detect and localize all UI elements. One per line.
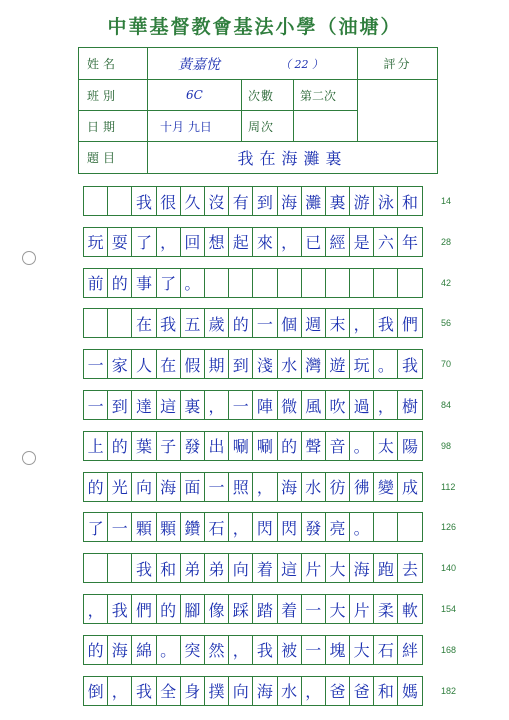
grid-square: 發 — [301, 512, 326, 542]
grid-square: 片 — [301, 553, 326, 583]
grid-square: 彷 — [325, 472, 350, 502]
grid-square: ， — [252, 472, 277, 502]
grid-square: 有 — [228, 186, 253, 216]
grid-square: 假 — [180, 349, 205, 379]
grid-square: 海 — [349, 553, 374, 583]
class-cell — [147, 79, 242, 111]
grid-square: ， — [83, 594, 108, 624]
writing-row — [83, 472, 422, 502]
grid-square: 裏 — [325, 186, 350, 216]
grid-square: 週 — [301, 308, 326, 338]
writing-row — [83, 431, 422, 461]
grid-square: 我 — [131, 186, 156, 216]
grid-square: 我 — [131, 553, 156, 583]
writing-row — [83, 594, 422, 624]
grid-square: 事 — [131, 268, 156, 298]
grid-square: 撲 — [204, 676, 229, 706]
grid-square: 很 — [156, 186, 181, 216]
grid-square: 顆 — [156, 512, 181, 542]
grid-square: 身 — [180, 676, 205, 706]
grid-square: 末 — [325, 308, 350, 338]
grid-square: 游 — [349, 186, 374, 216]
grid-square: 弟 — [180, 553, 205, 583]
weekday-label: 周次 — [241, 110, 294, 142]
grid-square: 年 — [397, 227, 422, 257]
grid-square: 向 — [228, 676, 253, 706]
grid-square: 和 — [397, 186, 422, 216]
grid-square: 的 — [107, 268, 132, 298]
times-label: 次數 — [241, 79, 294, 111]
grid-square: 過 — [349, 390, 374, 420]
grid-square — [83, 308, 108, 338]
name-cell — [147, 47, 358, 80]
grid-square — [83, 186, 108, 216]
grid-square — [397, 512, 422, 542]
grid-square: 六 — [373, 227, 398, 257]
grid-square: 倒 — [83, 676, 108, 706]
grid-square: 一 — [228, 390, 253, 420]
grid-square: 期 — [204, 349, 229, 379]
grid-square — [252, 268, 277, 298]
grid-square: 吹 — [325, 390, 350, 420]
date-cell — [147, 110, 242, 142]
grid-square: 歲 — [204, 308, 229, 338]
grid-square: 一 — [83, 390, 108, 420]
grid-square: 的 — [277, 431, 302, 461]
weekday-value — [293, 110, 358, 142]
grid-square: 這 — [156, 390, 181, 420]
grid-square: 起 — [228, 227, 253, 257]
grid-square: 然 — [204, 635, 229, 665]
grid-square — [325, 268, 350, 298]
score-label: 評分 — [357, 47, 438, 80]
grid-square: 全 — [156, 676, 181, 706]
grid-square: 經 — [325, 227, 350, 257]
grid-square: 淺 — [252, 349, 277, 379]
grid-square: 照 — [228, 472, 253, 502]
grid-square: 灘 — [301, 186, 326, 216]
grid-square: 前 — [83, 268, 108, 298]
grid-square: 裏 — [180, 390, 205, 420]
grid-square — [397, 268, 422, 298]
grid-square: 腳 — [180, 594, 205, 624]
grid-square: 水 — [277, 349, 302, 379]
grid-square: 水 — [301, 472, 326, 502]
grid-square: 突 — [180, 635, 205, 665]
grid-square: 灣 — [301, 349, 326, 379]
grid-square: 變 — [373, 472, 398, 502]
grid-square — [373, 268, 398, 298]
grid-square: ， — [107, 676, 132, 706]
grid-square — [349, 268, 374, 298]
grid-square: 去 — [397, 553, 422, 583]
grid-square: 葉 — [131, 431, 156, 461]
grid-square: 風 — [301, 390, 326, 420]
grid-square: 沒 — [204, 186, 229, 216]
grid-square: 微 — [277, 390, 302, 420]
grid-square — [277, 268, 302, 298]
grid-square: 音 — [325, 431, 350, 461]
grid-square — [204, 268, 229, 298]
grid-square: 發 — [180, 431, 205, 461]
grid-square: 海 — [277, 472, 302, 502]
grid-square: 。 — [349, 512, 374, 542]
character-count: 126 — [441, 522, 457, 533]
grid-square: 來 — [252, 227, 277, 257]
grid-square: 向 — [131, 472, 156, 502]
writing-row — [83, 676, 422, 706]
grid-square: 一 — [252, 308, 277, 338]
date-label: 日期 — [78, 110, 148, 142]
grid-square: 想 — [204, 227, 229, 257]
grid-square: 。 — [349, 431, 374, 461]
topic-value: 我在海灘裏 — [237, 149, 348, 168]
grid-square: 五 — [180, 308, 205, 338]
grid-square: 太 — [373, 431, 398, 461]
grid-square: 一 — [204, 472, 229, 502]
grid-square: 大 — [325, 594, 350, 624]
grid-square: 了 — [156, 268, 181, 298]
binder-hole — [22, 251, 36, 265]
grid-square: ， — [156, 227, 181, 257]
grid-square: 和 — [156, 553, 181, 583]
grid-square: 個 — [277, 308, 302, 338]
date-value: 十月 九日 — [160, 119, 212, 134]
character-count: 182 — [441, 685, 457, 696]
grid-square — [83, 553, 108, 583]
grid-square: 着 — [252, 553, 277, 583]
grid-square: 我 — [131, 676, 156, 706]
character-count: 84 — [441, 400, 452, 410]
grid-square: 了 — [83, 512, 108, 542]
writing-row — [83, 635, 422, 665]
grid-square: 陣 — [252, 390, 277, 420]
grid-square: 遊 — [325, 349, 350, 379]
grid-square: 樹 — [397, 390, 422, 420]
character-count: 140 — [441, 563, 457, 574]
grid-square: 人 — [131, 349, 156, 379]
grid-square — [107, 308, 132, 338]
grid-square: 我 — [107, 594, 132, 624]
writing-row — [83, 227, 422, 257]
grid-square: 柔 — [373, 594, 398, 624]
grid-square: 爸 — [349, 676, 374, 706]
class-label: 班別 — [78, 79, 148, 111]
grid-square: ， — [204, 390, 229, 420]
grid-square: 踩 — [228, 594, 253, 624]
topic-label: 題目 — [78, 141, 148, 174]
grid-square: ， — [373, 390, 398, 420]
grid-square: 到 — [107, 390, 132, 420]
grid-square: 成 — [397, 472, 422, 502]
grid-square: 陽 — [397, 431, 422, 461]
grid-square: 們 — [397, 308, 422, 338]
grid-square: 我 — [397, 349, 422, 379]
character-count: 112 — [441, 481, 456, 492]
grid-square: 一 — [301, 594, 326, 624]
writing-row — [83, 390, 422, 420]
character-count: 28 — [441, 236, 452, 247]
grid-square: 絆 — [397, 635, 422, 665]
grid-square: 一 — [301, 635, 326, 665]
page-title: 中華基督教會基法小學（油塘） — [107, 16, 402, 38]
grid-square: 大 — [325, 553, 350, 583]
grid-square: 到 — [228, 349, 253, 379]
grid-square: 的 — [228, 308, 253, 338]
character-count: 56 — [441, 318, 452, 329]
grid-square: 海 — [277, 186, 302, 216]
grid-square: ， — [277, 227, 302, 257]
grid-square: 耍 — [107, 227, 132, 257]
grid-square: 彿 — [349, 472, 374, 502]
info-table — [78, 47, 438, 177]
grid-square: 泳 — [373, 186, 398, 216]
grid-square: 海 — [107, 635, 132, 665]
grid-square: 面 — [180, 472, 205, 502]
student-number: （ 22 ） — [280, 57, 323, 71]
grid-square — [373, 512, 398, 542]
times-value: 第二次 — [293, 79, 358, 111]
grid-square: 的 — [83, 635, 108, 665]
grid-square: 軟 — [397, 594, 422, 624]
grid-square: 。 — [156, 635, 181, 665]
grid-square: 達 — [131, 390, 156, 420]
writing-row — [83, 512, 422, 542]
grid-square: ， — [228, 635, 253, 665]
grid-square: 聲 — [301, 431, 326, 461]
grid-square: 一 — [107, 512, 132, 542]
writing-row — [83, 268, 422, 298]
grid-square: 爸 — [325, 676, 350, 706]
character-count: 14 — [441, 196, 452, 206]
grid-square: 到 — [252, 186, 277, 216]
grid-square: 了 — [131, 227, 156, 257]
score-box — [357, 79, 438, 142]
grid-square: 出 — [204, 431, 229, 461]
grid-square: 鑽 — [180, 512, 205, 542]
grid-square: 片 — [349, 594, 374, 624]
grid-square: 的 — [156, 594, 181, 624]
grid-square: 着 — [277, 594, 302, 624]
grid-square: 是 — [349, 227, 374, 257]
grid-square: 媽 — [397, 676, 422, 706]
grid-square: 已 — [301, 227, 326, 257]
grid-square: 弟 — [204, 553, 229, 583]
grid-square — [107, 186, 132, 216]
writing-row — [83, 553, 422, 583]
grid-square: 跑 — [373, 553, 398, 583]
grid-square: 玩 — [83, 227, 108, 257]
grid-square: 這 — [277, 553, 302, 583]
character-count: 42 — [441, 277, 452, 288]
grid-square: 光 — [107, 472, 132, 502]
grid-square: 家 — [107, 349, 132, 379]
grid-square — [228, 268, 253, 298]
grid-square: 被 — [277, 635, 302, 665]
grid-square: 回 — [180, 227, 205, 257]
grid-square: 的 — [107, 431, 132, 461]
grid-square: ， — [349, 308, 374, 338]
grid-square: 在 — [156, 349, 181, 379]
grid-square: 像 — [204, 594, 229, 624]
grid-square: 閃 — [277, 512, 302, 542]
character-count: 98 — [441, 440, 452, 451]
name-label: 姓名 — [78, 47, 148, 80]
writing-row — [83, 349, 422, 379]
grid-square: 水 — [277, 676, 302, 706]
grid-square: 石 — [373, 635, 398, 665]
grid-square: 一 — [83, 349, 108, 379]
grid-square: 久 — [180, 186, 205, 216]
grid-square: 我 — [252, 635, 277, 665]
writing-row — [83, 186, 422, 216]
grid-square: 的 — [83, 472, 108, 502]
grid-square: 我 — [373, 308, 398, 338]
grid-square: 。 — [180, 268, 205, 298]
character-count: 154 — [441, 604, 457, 614]
topic-cell — [147, 141, 438, 174]
grid-square: 閃 — [252, 512, 277, 542]
character-count: 70 — [441, 359, 452, 370]
grid-square: 上 — [83, 431, 108, 461]
binder-hole — [22, 451, 36, 465]
grid-square: 綿 — [131, 635, 156, 665]
name-value: 黃嘉悅 — [178, 56, 220, 73]
grid-square — [107, 553, 132, 583]
character-count: 168 — [441, 644, 457, 655]
grid-square: 唰 — [252, 431, 277, 461]
grid-square: 我 — [156, 308, 181, 338]
grid-square: 們 — [131, 594, 156, 624]
grid-square: 子 — [156, 431, 181, 461]
grid-square: 唰 — [228, 431, 253, 461]
grid-square — [301, 268, 326, 298]
grid-square: 和 — [373, 676, 398, 706]
grid-square: 石 — [204, 512, 229, 542]
class-value: 6C — [186, 88, 203, 102]
grid-square: 。 — [373, 349, 398, 379]
grid-square: 向 — [228, 553, 253, 583]
writing-row — [83, 308, 422, 338]
grid-square: 海 — [252, 676, 277, 706]
grid-square: 海 — [156, 472, 181, 502]
grid-square: 踏 — [252, 594, 277, 624]
grid-square: ， — [301, 676, 326, 706]
grid-square: 顆 — [131, 512, 156, 542]
grid-square: 亮 — [325, 512, 350, 542]
grid-square: 大 — [349, 635, 374, 665]
grid-square: 塊 — [325, 635, 350, 665]
grid-square: 在 — [131, 308, 156, 338]
grid-square: ， — [228, 512, 253, 542]
grid-square: 玩 — [349, 349, 374, 379]
